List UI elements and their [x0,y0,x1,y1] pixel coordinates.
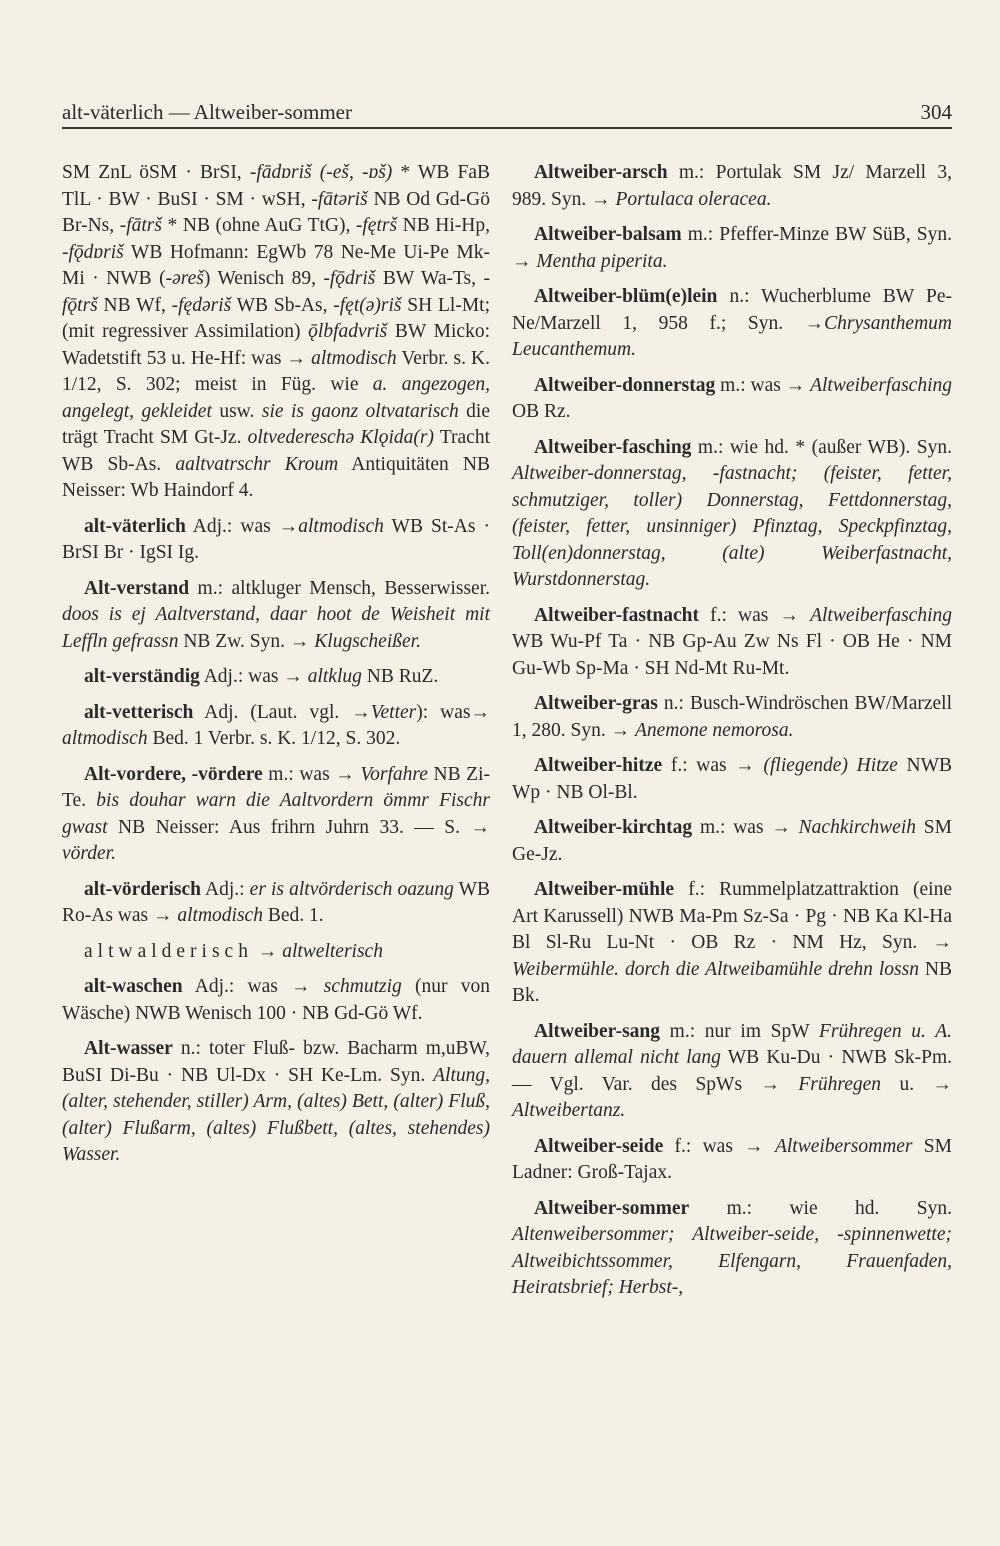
italic-text: altwelterisch [282,940,383,962]
entry-text: * WB FaB TlL · BW · BuSI · SM · wSH, [62,162,490,210]
dictionary-entry [512,603,952,683]
headword: alt-vetterisch [84,701,194,723]
entry-text: * NB (ohne AuG TtG), [161,215,356,236]
entry-text: f.: was → [699,604,811,626]
italic-text: oltvedereschə Klǫida(r) [247,427,434,448]
dictionary-entry [512,1196,952,1302]
italic-text: doos is ej Aaltverstand, daar hoot de Weisheit mit Leffln gefrassn [62,604,490,652]
italic-text: -əreš [165,268,204,289]
entry-text: Adj. (Laut. vgl. → [193,701,371,723]
italic-text: -fędəriš [171,294,232,316]
headword: Alt-verstand [84,577,190,599]
dictionary-entry [512,1019,952,1125]
entry-text: usw. [211,400,262,422]
entry-text: m.: altkluger Mensch, Besserwisser. [189,577,490,599]
entry-text: SM Ladner: Groß-Tajax. [512,1135,952,1183]
headword: alt-väterlich [84,515,186,537]
headword: alt-vörderisch [84,878,201,900]
dictionary-entry [512,160,952,213]
italic-text: Altweiberfasching [810,374,952,396]
italic-text: ǭlbfadvriš [308,321,388,342]
italic-text: Nachkirchweih [798,817,916,838]
running-head-title: alt-väterlich — Altweiber-sommer [62,100,352,124]
italic-text: Weibermühle. dorch die Altweibamühle drehn lossn [512,958,919,980]
entry-text: f.: Rummelplatzattraktion (eine Art Karussell) NWB Ma-Pm Sz-Sa · Pg · NB Ka Kl-Ha Bl Sl-Ru Lu-Nt · OB Rz · NM Hz, Syn. → [512,879,952,953]
entry-text: Tracht WB Sb-As. [62,427,490,475]
italic-text: schmutzig [323,976,402,997]
headword: Alt-wasser [84,1038,173,1059]
dictionary-entry [512,691,952,744]
headword: Altweiber-kirchtag [534,817,693,838]
entry-text: Bed. 1 Verbr. s. K. 1/12, S. 302. [147,728,401,749]
entry-text: Bed. 1. [262,905,324,926]
italic-text: Altweibertanz. [512,1100,626,1121]
entry-text: m.: Portulak SM Jz/ Marzell 3, 989. Syn. → [512,162,952,210]
entry-text: WB Sb-As, [231,294,334,316]
italic-text: Portulaca oleracea. [615,188,772,210]
entry-text: NB Od Gd-Gö Br-Ns, [62,188,490,236]
italic-text: Klugscheißer. [314,630,421,652]
entry-text: m.: was → [692,817,799,838]
italic-text: bis douhar warn die Aaltvordern ömmr Fischr gwast [62,790,490,838]
entry-text: NWB Wp · NB Ol-Bl. [512,755,952,803]
italic-text: er is altvörderisch oazung [249,878,454,900]
italic-text: altmodisch [62,728,148,749]
dictionary-entry [512,373,952,426]
italic-text: altmodisch [177,905,263,926]
entry-text: BW Wa-Ts, [375,268,484,289]
headword: Altweiber-gras [534,693,658,714]
entry-text: WB Ku-Du · NWB Sk-Pm. — Vgl. Var. des SpWs → [512,1047,952,1095]
italic-text: Frühregen u. A. dauern allemal nicht lang [512,1020,953,1068]
entry-text: n.: toter Fluß- bzw. Bacharm m,uBW, BuSI Di-Bu · NB Ul-Dx · SH Ke-Lm. Syn. [62,1038,490,1086]
entry-text: WB Wu-Pf Ta · NB Gp-Au Zw Ns Fl · OB He · NM Gu-Wb Sp-Ma · SH Nd-Mt Ru-Mt. [512,631,952,679]
entry-text: ): was→ [416,701,490,723]
italic-text: aaltvatrschr Kroum [175,453,339,475]
entry-text: WB St-As · BrSI Br · IgSI Ig. [62,515,491,563]
entry-text: f.: was → [662,755,764,776]
headword: Altweiber-mühle [534,879,675,900]
italic-text: -fǭtrš [62,268,490,316]
entry-text: m.: Pfeffer-Minze BW SüB, Syn. → [512,224,952,272]
entry-text: Adj.: was → [185,515,299,537]
italic-text: -fātrš [119,215,162,236]
headword: Altweiber-blüm(e)lein [534,286,718,307]
entry-text: Adj.: was → [182,976,324,997]
entry-text: NB Hi-Hp, [397,215,490,236]
entry-text: f.: was → [663,1135,775,1157]
italic-text: Altenweibersommer; Altweiber-seide, -spinnenwette; Altweibichtssommer, Elfengarn, Frauenfaden, Heiratsbrief; Herbst-, [512,1224,952,1298]
headword: alt-waschen [84,976,183,997]
headword: Altweiber-balsam [534,224,682,245]
dictionary-entry [512,1134,952,1187]
entry-text: m.: wie hd. * (außer WB). Syn. [691,436,952,458]
dictionary-entry [62,974,490,1027]
italic-text: -fǭdɒriš [62,241,124,263]
italic-text: Anemone nemorosa. [634,719,794,741]
entry-text: Antiquitäten NB Neisser: Wb Haindorf 4. [62,453,490,501]
dictionary-entry [62,700,490,753]
headword: Altweiber-sommer [534,1197,690,1219]
italic-text: Altweiber-donnerstag, -fastnacht; (feister, fetter, schmutziger, toller) Donnerstag, Fettdonnerstag, (feister, fetter, unsinniger) Pfinztag, Speckpfinztag, Toll(en)donnerstag, (alte) Weiberfastnacht, Wurstdonnerstag. [512,463,952,590]
entry-text: NB Neisser: Aus frihrn Juhrn 33. — S. → [107,816,490,838]
italic-text: -fǭdriš [323,268,376,289]
italic-text: -fętrš [355,215,398,236]
entry-text: m.: wie hd. Syn. [689,1197,952,1219]
italic-text: altklug [307,666,362,687]
dictionary-entry [512,815,952,868]
entry-text: WB Ro-As was → [62,878,491,926]
entry-text: Adj.: was → [199,666,308,687]
italic-text: Frühregen [798,1073,882,1095]
entry-text: NB Zi-Te. [62,763,490,811]
entry-text: SH Ll-Mt; (mit regressiver Assimilation) [62,294,490,342]
italic-text: altmodisch [298,515,384,537]
headword: Altweiber-sang [534,1020,661,1042]
italic-text: altmodisch [311,347,397,369]
entry-text: WB Hofmann: EgWb 78 Ne-Me Ui-Pe Mk-Mi · NWB ( [62,241,490,289]
italic-text: Altweibersommer [774,1135,913,1157]
dictionary-entry [62,877,490,930]
dictionary-entry [62,576,490,656]
headword: Altweiber-fasching [534,436,692,458]
entry-text: NB Bk. [512,958,953,1006]
headword: alt-verständig [84,666,200,687]
dictionary-entry [62,762,490,868]
entry-text: m.: nur im SpW [660,1020,819,1042]
dictionary-entry [62,1036,490,1169]
dictionary-entry [512,753,952,806]
headword: Altweiber-donnerstag [534,374,716,396]
spaced-headword: altwalderisch [84,940,253,962]
italic-text: -fādɒriš (-eš, -ɒš) [249,162,393,183]
italic-text: (fliegende) Hitze [763,755,898,776]
entry-text: NB Zw. Syn. → [178,630,315,652]
italic-text: -fātəriš [311,188,368,210]
dictionary-entry [512,435,952,594]
italic-text: a. angezogen, angelegt, gekleidet [62,374,490,422]
dictionary-entry [62,664,490,691]
headword: Altweiber-seide [534,1135,664,1157]
entry-text: die trägt Tracht SM Gt-Jz. [62,400,490,448]
headword: Altweiber-arsch [534,162,668,183]
running-head [62,100,952,125]
italic-text: Altweiberfasching [810,604,952,626]
entry-text: (nur von Wäsche) NWB Wenisch 100 · NB Gd-Gö Wf. [62,976,490,1024]
italic-text: Vorfahre [360,763,428,785]
entry-text: n.: Busch-Windröschen BW/Marzell 1, 280. Syn. → [512,693,952,741]
entry-text: OB Rz. [512,401,571,422]
header-rule [62,127,952,129]
right-column [512,160,952,1311]
italic-text: Chrysanthemum Leucanthemum. [512,312,952,360]
entry-text: m.: was → [715,374,811,396]
dictionary-entry [512,284,952,364]
entry-text: Adj.: [200,878,250,900]
entry-text: ) Wenisch 89, [203,268,324,289]
entry-text: NB RuZ. [361,666,439,687]
italic-text: vörder. [62,843,116,864]
headword: Altweiber-hitze [534,755,663,776]
italic-text: sie is gaonz oltvatarisch [261,400,459,422]
italic-text: Altung, (alter, stehender, stiller) Arm, (altes) Bett, (alter) Fluß, (alter) Flußarm, (altes) Flußbett, (altes, stehendes) Wasser. [62,1064,490,1165]
dictionary-entry [62,514,490,567]
entry-text: Verbr. s. K. 1/12, S. 302; meist in Füg. wie [62,347,490,395]
dictionary-entry [512,877,952,1010]
dictionary-entry [512,222,952,275]
italic-text: Vetter [370,701,417,723]
entry-text: SM ZnL öSM · BrSI, [62,162,250,183]
entry-text: u. → [881,1073,952,1095]
entry-text: → [252,940,283,962]
italic-text: -fęt(ə)riš [333,294,402,316]
entry-text: n.: Wucherblume BW Pe-Ne/Marzell 1, 958 f.; Syn. → [512,286,952,334]
dictionary-entry [62,939,490,966]
entry-text: m.: was → [262,763,361,785]
entry-text: SM Ge-Jz. [512,817,952,865]
left-column [62,160,490,1178]
entry-text: NB Wf, [97,294,172,316]
headword: Altweiber-fastnacht [534,604,699,626]
page-number: 304 [920,100,952,124]
headword: Alt-vordere, -vördere [84,763,263,785]
entry-text: BW Micko: Wadetstift 53 u. He-Hf: was → [62,321,490,369]
dictionary-entry [62,160,490,505]
italic-text: Mentha piperita. [536,250,668,272]
